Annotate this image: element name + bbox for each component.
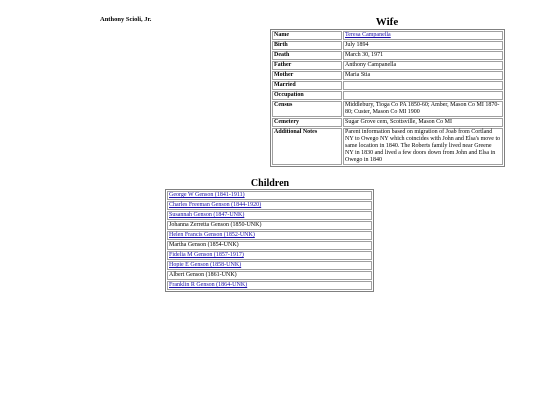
child-link[interactable]: Franklin R Genson (1864-UNK)	[169, 282, 248, 288]
wife-row-name	[272, 31, 503, 40]
wife-row-death	[272, 51, 503, 60]
wife-row-married	[272, 81, 503, 90]
wife-field-label: Census	[272, 101, 342, 117]
child-cell: Albert Genson (1861-UNK)	[167, 271, 372, 280]
wife-field-label: Father	[272, 61, 342, 70]
child-cell	[167, 281, 372, 290]
wife-field-value	[343, 81, 503, 90]
child-cell	[167, 191, 372, 200]
child-row	[167, 271, 372, 280]
child-row	[167, 261, 372, 270]
wife-field-label: Birth	[272, 41, 342, 50]
child-link[interactable]: Fidelia M Genson (1857-1917)	[169, 252, 244, 258]
wife-field-label: Occupation	[272, 91, 342, 100]
child-row	[167, 191, 372, 200]
wife-field-value: Anthony Campanella	[343, 61, 503, 70]
children-heading: Children	[250, 178, 290, 189]
author-name: Anthony Scioli, Jr.	[100, 16, 152, 23]
child-link[interactable]: George W Genson (1841-1911)	[169, 192, 245, 198]
wife-heading: Wife	[375, 16, 399, 28]
wife-row-father	[272, 61, 503, 70]
wife-field-label: Mother	[272, 71, 342, 80]
child-row	[167, 251, 372, 260]
wife-field-value: Middlebury, Tioga Co PA 1850-60; Amber, Mason Co MI 1870-80; Custer, Mason Co MI 1900	[343, 101, 503, 117]
wife-field-value: Maria Stia	[343, 71, 503, 80]
child-link[interactable]: Charles Freeman Genson (1844-1920)	[169, 202, 262, 208]
child-cell	[167, 261, 372, 270]
wife-field-value: Sugar Grove cem, Scottsville, Mason Co MI	[343, 118, 503, 127]
child-cell: Martha Genson (1854-UNK)	[167, 241, 372, 250]
child-link[interactable]: Helen Francis Genson (1852-UNK)	[169, 232, 255, 238]
child-cell	[167, 231, 372, 240]
wife-field-label: Name	[272, 31, 342, 40]
child-row	[167, 281, 372, 290]
wife-row-birth	[272, 41, 503, 50]
child-row	[167, 221, 372, 230]
wife-field-label: Married	[272, 81, 342, 90]
child-row	[167, 241, 372, 250]
wife-field-value: March 30, 1971	[343, 51, 503, 60]
child-cell	[167, 211, 372, 220]
child-cell	[167, 201, 372, 210]
wife-row-additional-notes	[272, 128, 503, 165]
child-row	[167, 231, 372, 240]
wife-field-value: Parent information based on migration of Joab from Cortland NY to Owego NY which coincides with John and Elsa's move to same location in 1840. The Roberts family lived near Greene NY in 1830 and lived a few doors down from John and Elsa in Owego in 1840	[343, 128, 503, 165]
wife-row-occupation	[272, 91, 503, 100]
wife-field-label: Cemetery	[272, 118, 342, 127]
child-link[interactable]: Hopie E Genson (1858-UNK)	[169, 262, 242, 268]
child-cell	[167, 251, 372, 260]
wife-name-link[interactable]: Teresa Campanella	[345, 32, 391, 38]
child-cell: Johanna Zerretta Genson (1850-UNK)	[167, 221, 372, 230]
child-row	[167, 201, 372, 210]
child-row	[167, 211, 372, 220]
wife-field-label: Death	[272, 51, 342, 60]
wife-row-cemetery	[272, 118, 503, 127]
child-link[interactable]: Susannah Genson (1847-UNK)	[169, 212, 245, 218]
wife-details-table	[270, 29, 505, 167]
wife-field-value	[343, 31, 503, 40]
wife-field-value: July 1894	[343, 41, 503, 50]
wife-row-census	[272, 101, 503, 117]
wife-field-label: Additional Notes	[272, 128, 342, 165]
children-table	[165, 189, 374, 292]
wife-field-value	[343, 91, 503, 100]
wife-row-mother	[272, 71, 503, 80]
